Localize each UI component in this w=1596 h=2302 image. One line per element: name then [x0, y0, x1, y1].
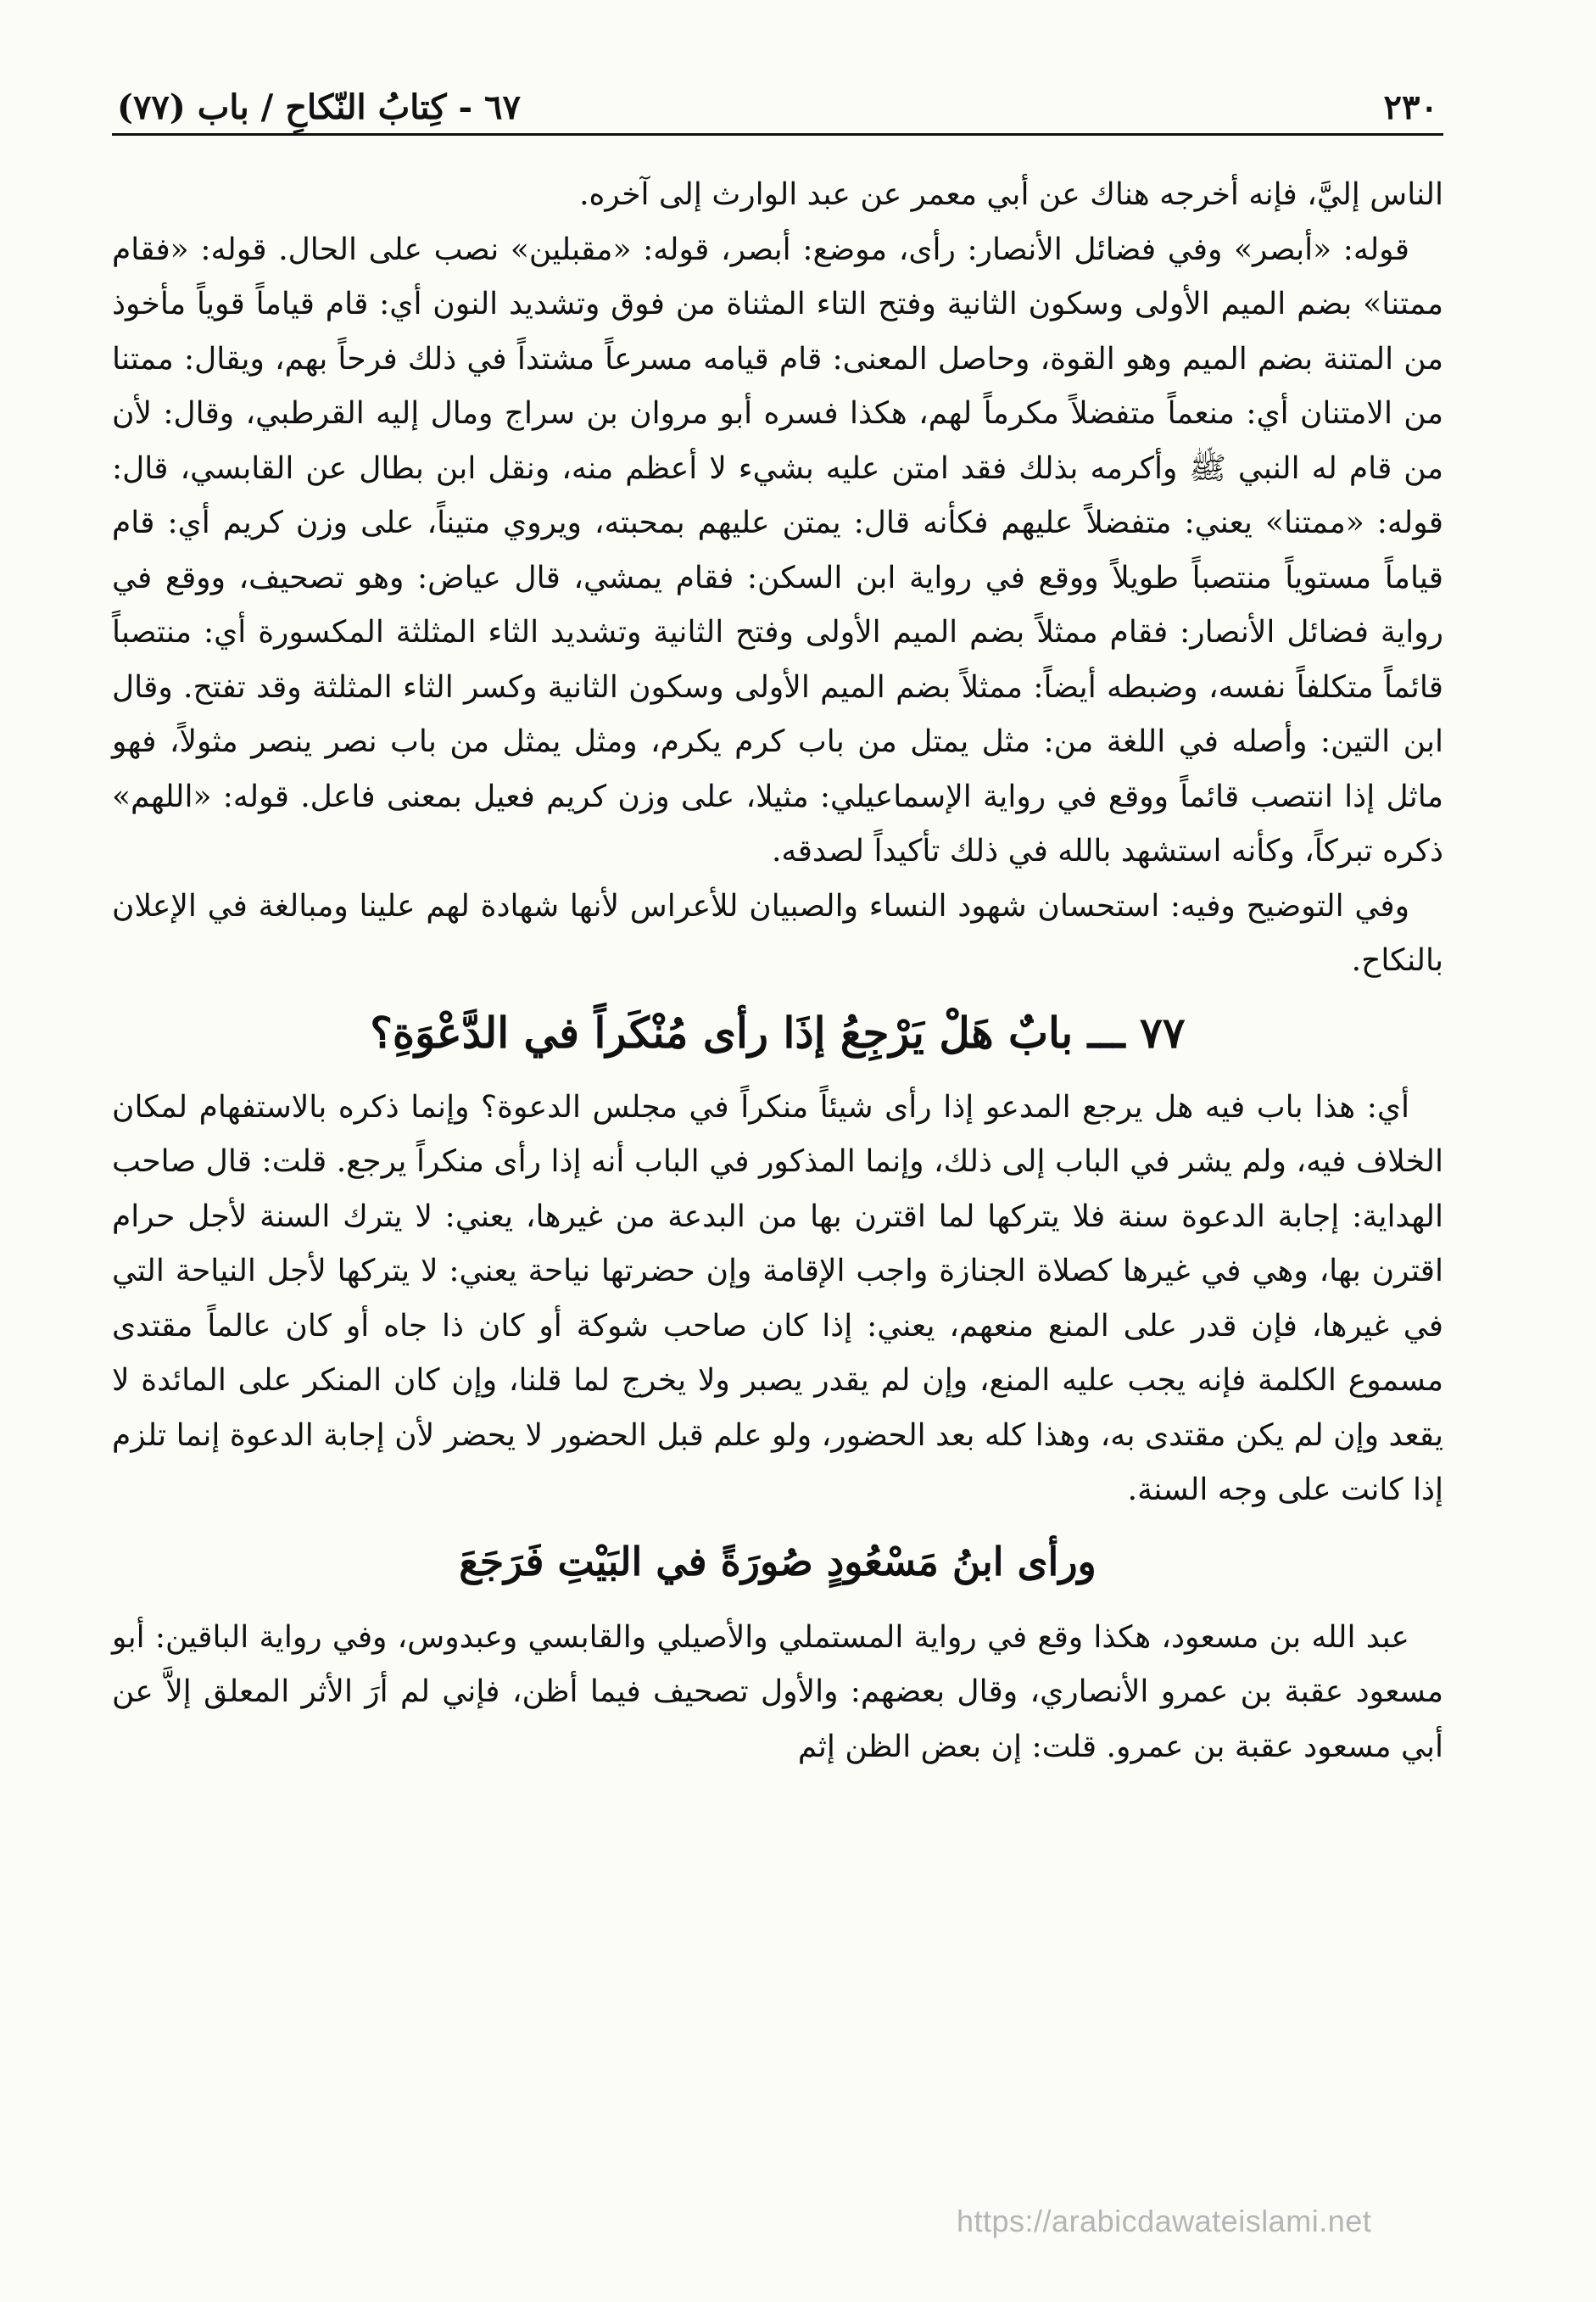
paragraph-commentary: قوله: «أبصر» وفي فضائل الأنصار: رأى، موضع: أبصر، قوله: «مقبلين» نصب على الحال. قوله: «فقام ممتنا» بضم الميم الأولى وسكون الثانية وفتح التاء المثناة من فوق وتشديد النون أي: قام قياماً قوياً مأخوذ من المتنة بضم الميم وهو القوة، وحاصل المعنى: قام قيامه مسرعاً مشتداً في ذلك فرحاً بهم، ويقال: ممتنا من الامتنان أي: منعماً متفضلاً مكرماً لهم، هكذا فسره أبو مروان بن سراج ومال إليه القرطبي، وقال: لأن من قام له النبي ﷺ وأكرمه بذلك فقد امتن عليه بشيء لا أعظم منه، ونقل ابن بطال عن القابسي، قال: قوله: «ممتنا» يعني: متفضلاً عليهم فكأنه قال: يمتن عليهم بمحبته، ويروي متيناً، على وزن كريم أي: قام قياماً مستوياً منتصباً طويلاً ووقع في رواية ابن السكن: فقام يمشي، قال عياض: وهو تصحيف، ووقع في رواية فضائل الأنصار: فقام ممثلاً بضم الميم الأولى وفتح الثانية وتشديد الثاء المثلثة المكسورة أي: منتصباً قائماً متكلفاً نفسه، وضبطه أيضاً: ممثلاً بضم الميم الأولى وسكون الثانية وكسر الثاء المثلثة وقد تفتح. وقال ابن التين: وأصله في اللغة من: مثل يمتل من باب كرم يكرم، ومثل يمثل من باب نصر ينصر مثولاً، فهو ماثل إذا انتصب قائماً ووقع في رواية الإسماعيلي: مثيلا، على وزن كريم فعيل بمعنى فاعل. قوله: «اللهم» ذكره تبركاً، وكأنه استشهد بالله في ذلك تأكيداً لصدقه. [112, 232, 1444, 869]
running-title: ٦٧ - كِتابُ النّكاحِ / باب (٧٧) [117, 87, 521, 127]
book-page [112, 81, 1443, 2253]
paragraph-ibn-masud: عبد الله بن مسعود، هكذا وقع في رواية المستملي والأصيلي والقابسي وعبدوس، وفي رواية الباقين: أبو مسعود عقبة بن عمرو الأنصاري، وقال بعضهم: والأول تصحيف فيما أظن، فإني لم أرَ الأثر المعلق إلاَّ عن أبي مسعود عقبة بن عمرو. قلت: إن بعض الظن إثم [112, 1619, 1444, 1764]
sub-heading: ورأى ابنُ مَسْعُودٍ صُورَةً في البَيْتِ فَرَجَعَ [459, 1538, 1097, 1584]
paragraph-continuation: الناس إليَّ، فإنه أخرجه هناك عن أبي معمر عن عبد الوارث إلى آخره. [579, 177, 1443, 212]
paragraph-tawdih: وفي التوضيح وفيه: استحسان شهود النساء والصبيان للأعراس لأنها شهادة لهم علينا ومبالغة في الإعلان بالنكاح. [112, 888, 1443, 978]
page-number: ٢٣٠ [1383, 87, 1438, 127]
watermark-url: https://arabicdawateislami.net [957, 2204, 1372, 2238]
page-body [112, 168, 1443, 1774]
chapter-heading: ٧٧ ـــ بابٌ هَلْ يَرْجِعُ إذَا رأى مُنْكَراً في الدَّعْوَةِ؟ [370, 1007, 1186, 1058]
running-header [112, 81, 1443, 136]
paragraph-chapter-explanation: أي: هذا باب فيه هل يرجع المدعو إذا رأى شيئاً منكراً في مجلس الدعوة؟ وإنما ذكره بالاستفهام لمكان الخلاف فيه، ولم يشر في الباب إلى ذلك، وإنما المذكور في الباب أنه إذا رأى منكراً يرجع. قلت: قال صاحب الهداية: إجابة الدعوة سنة فلا يتركها لما اقترن بها من البدعة من غيرها، يعني: لا يترك السنة لأجل حرام اقترن بها، وهي في غيرها كصلاة الجنازة واجب الإقامة وإن حضرتها نياحة يعني: لا يتركها لأجل النياحة التي في غيرها، فإن قدر على المنع منعهم، يعني: إذا كان صاحب شوكة أو كان ذا جاه أو كان عالماً مقتدى مسموع الكلمة فإنه يجب عليه المنع، وإن لم يقدر يصبر ولا يخرج لما قلنا، وإن كان المنكر على المائدة لا يقعد وإن لم يكن مقتدى به، وهذا كله بعد الحضور، ولو علم قبل الحضور لا يحضر لأن إجابة الدعوة إنما تلزم إذا كانت على وجه السنة. [112, 1089, 1443, 1507]
